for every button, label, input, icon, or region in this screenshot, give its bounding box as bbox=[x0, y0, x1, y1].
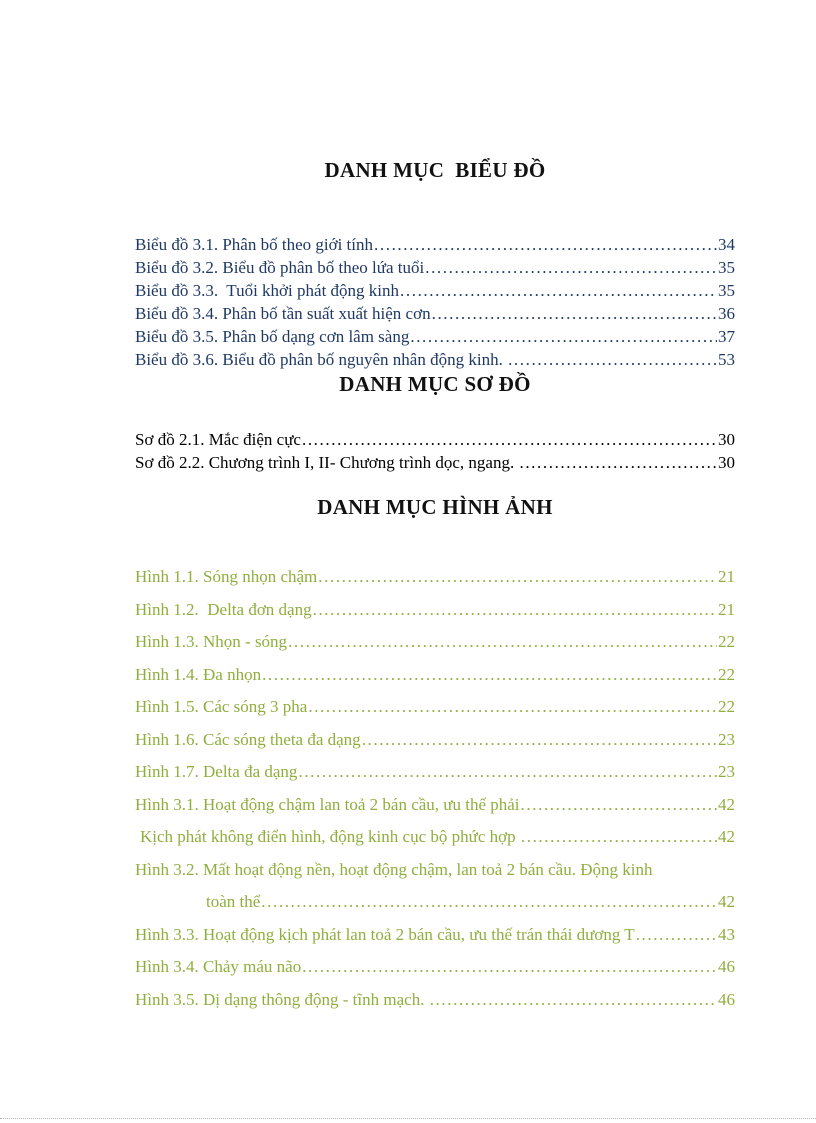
dot-leader bbox=[302, 951, 717, 984]
dot-leader bbox=[636, 919, 717, 952]
toc-entry[interactable] bbox=[135, 854, 735, 887]
toc-page-number: 43 bbox=[718, 924, 735, 944]
toc-page-number: 37 bbox=[718, 327, 735, 346]
toc-entry-text: Hình 3.4. Chảy máu não bbox=[135, 957, 302, 976]
toc-entry[interactable] bbox=[135, 302, 735, 325]
toc-entry-text: Hình 3.1. Hoạt động chậm lan toả 2 bán cầu, ưu thế phải bbox=[135, 794, 520, 814]
section-title-diagrams: DANH MỤC SƠ ĐỒ bbox=[339, 372, 531, 396]
toc-page-number: 22 bbox=[718, 632, 735, 651]
dot-leader bbox=[519, 451, 717, 474]
toc-page-number: 23 bbox=[718, 762, 735, 781]
toc-entry-text: Sơ đồ 2.1. Mắc điện cực bbox=[135, 430, 301, 449]
toc-entry-text: Sơ đồ 2.2. Chương trình I, II- Chương trình dọc, ngang. bbox=[135, 453, 519, 472]
toc-page-number: 42 bbox=[718, 794, 735, 814]
toc-entry[interactable] bbox=[135, 691, 735, 724]
toc-entry-text: Hình 3.3. Hoạt động kịch phát lan toả 2 bán cầu, ưu thế trán thái dương T bbox=[135, 924, 635, 944]
dot-leader bbox=[521, 789, 717, 822]
toc-entry-text: Biểu đồ 3.2. Biểu đồ phân bố theo lứa tuổi bbox=[135, 258, 425, 277]
dot-leader bbox=[288, 626, 717, 659]
toc-entry[interactable] bbox=[135, 789, 735, 822]
toc-entry[interactable] bbox=[135, 451, 735, 474]
dot-leader bbox=[308, 691, 717, 724]
dot-leader bbox=[362, 724, 717, 757]
toc-page-number: 22 bbox=[718, 697, 735, 716]
toc-entry-text: Biểu đồ 3.3. Tuổi khởi phát động kinh bbox=[135, 281, 400, 300]
toc-entry-continuation[interactable] bbox=[135, 821, 735, 854]
dot-leader bbox=[432, 302, 717, 325]
toc-page-number: 30 bbox=[718, 430, 735, 449]
toc-page-number: 46 bbox=[718, 989, 735, 1009]
toc-page-number: 42 bbox=[718, 827, 735, 846]
toc-page-number: 21 bbox=[718, 599, 735, 619]
toc-entry[interactable] bbox=[135, 279, 735, 302]
toc-page-number: 42 bbox=[718, 892, 735, 911]
toc-page-number: 34 bbox=[718, 235, 735, 254]
toc-page-number: 36 bbox=[718, 304, 735, 323]
toc-page-number: 23 bbox=[718, 729, 735, 749]
toc-page-number: 22 bbox=[718, 664, 735, 684]
dot-leader bbox=[261, 886, 717, 919]
toc-entry[interactable] bbox=[135, 561, 735, 594]
toc-entry-text: Hình 1.5. Các sóng 3 pha bbox=[135, 697, 308, 716]
toc-entry[interactable] bbox=[135, 724, 735, 757]
toc-page-number: 53 bbox=[718, 350, 735, 369]
toc-entry[interactable] bbox=[135, 233, 735, 256]
section-title-figures: DANH MỤC HÌNH ẢNH bbox=[317, 495, 553, 519]
toc-entry[interactable] bbox=[135, 428, 735, 451]
dot-leader bbox=[521, 821, 717, 854]
toc-entry-text: Hình 1.4. Đa nhọn bbox=[135, 664, 262, 684]
toc-page-number: 46 bbox=[718, 957, 735, 976]
dot-leader bbox=[262, 659, 717, 692]
dot-leader bbox=[430, 984, 717, 1017]
charts-toc-list bbox=[135, 233, 735, 371]
toc-page-number: 35 bbox=[718, 258, 735, 277]
toc-entry[interactable] bbox=[135, 348, 735, 371]
toc-entry-text: Biểu đồ 3.1. Phân bố theo giới tính bbox=[135, 235, 374, 254]
toc-entry[interactable] bbox=[135, 325, 735, 348]
dot-leader bbox=[318, 561, 717, 594]
dot-leader bbox=[313, 594, 717, 627]
toc-entry[interactable] bbox=[135, 756, 735, 789]
toc-entry-text: Hình 1.3. Nhọn - sóng bbox=[135, 632, 288, 651]
dot-leader bbox=[374, 233, 717, 256]
toc-entry-text: Hình 1.1. Sóng nhọn chậm bbox=[135, 567, 318, 586]
figures-toc-list bbox=[135, 561, 735, 1016]
toc-entry[interactable] bbox=[135, 919, 735, 952]
toc-entry-text: Hình 3.2. Mất hoạt động nền, hoạt động chậm, lan toả 2 bán cầu. Động kinh bbox=[135, 859, 653, 879]
toc-entry[interactable] bbox=[135, 659, 735, 692]
toc-entry[interactable] bbox=[135, 951, 735, 984]
dot-leader bbox=[508, 348, 717, 371]
toc-page-number: 35 bbox=[718, 281, 735, 300]
toc-entry[interactable] bbox=[135, 256, 735, 279]
toc-entry-text: Kịch phát không điển hình, động kinh cục bộ phức hợp bbox=[140, 827, 520, 846]
toc-entry-text: Hình 1.6. Các sóng theta đa dạng bbox=[135, 729, 361, 749]
toc-entry-text: Hình 1.7. Delta đa dạng bbox=[135, 762, 298, 781]
toc-entry-continuation[interactable] bbox=[135, 886, 735, 919]
toc-entry-text: Biểu đồ 3.5. Phân bố dạng cơn lâm sàng bbox=[135, 327, 410, 346]
section-title-charts: DANH MỤC BIỂU ĐỒ bbox=[324, 158, 546, 182]
toc-page-number: 30 bbox=[718, 453, 735, 472]
toc-page-number: 21 bbox=[718, 567, 735, 586]
toc-entry-text: Biểu đồ 3.4. Phân bố tần suất xuất hiện cơn bbox=[135, 304, 431, 323]
toc-entry[interactable] bbox=[135, 594, 735, 627]
toc-entry[interactable] bbox=[135, 626, 735, 659]
diagrams-toc-list bbox=[135, 428, 735, 474]
dot-leader bbox=[302, 428, 717, 451]
page-bottom-divider bbox=[0, 1118, 816, 1119]
toc-entry[interactable] bbox=[135, 984, 735, 1017]
dot-leader bbox=[298, 756, 717, 789]
toc-entry-text: toàn thể bbox=[206, 892, 261, 911]
toc-entry-text: Hình 1.2. Delta đơn dạng bbox=[135, 599, 312, 619]
dot-leader bbox=[410, 325, 717, 348]
dot-leader bbox=[400, 279, 717, 302]
toc-entry-text: Biểu đồ 3.6. Biểu đồ phân bố nguyên nhân động kinh. bbox=[135, 350, 508, 369]
dot-leader bbox=[425, 256, 717, 279]
toc-entry-text: Hình 3.5. Dị dạng thông động - tĩnh mạch. bbox=[135, 989, 429, 1009]
